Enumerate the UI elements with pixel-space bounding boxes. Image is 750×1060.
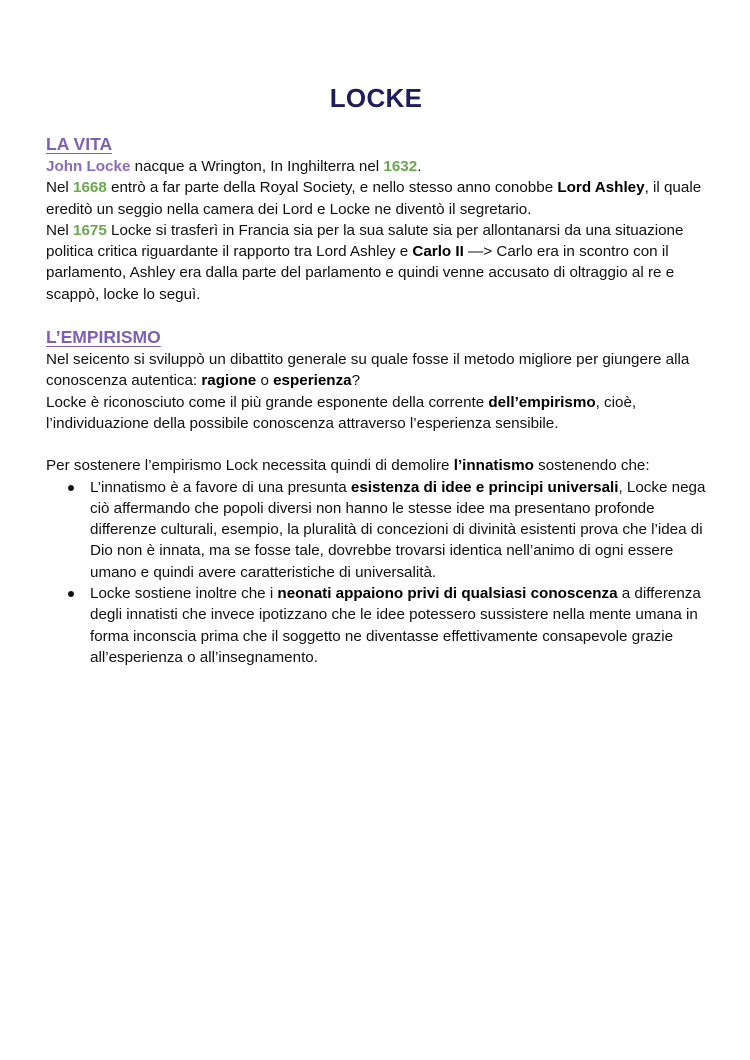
bullet-icon bbox=[68, 485, 74, 491]
bold-term: neonati appaiono privi di qualsiasi conoscenza bbox=[277, 585, 618, 603]
year-highlight: 1675 bbox=[73, 221, 107, 239]
year-highlight: 1668 bbox=[73, 179, 107, 197]
bold-term: esistenza di idee e principi universali bbox=[350, 478, 619, 496]
paragraph-spacer bbox=[46, 434, 706, 455]
paragraph-dibattito: Nel seicento si sviluppò un dibattito generale su quale fosse il metodo migliore per giungere alla conoscenza autentica: ragione o esperienza? bbox=[46, 351, 690, 390]
bold-term: Lord Ashley bbox=[557, 179, 645, 197]
bold-term: dell’empirismo bbox=[488, 393, 596, 411]
bold-term: ragione bbox=[201, 372, 257, 390]
bullet-list bbox=[46, 477, 706, 669]
document-page bbox=[46, 82, 706, 688]
bold-term: esperienza bbox=[273, 372, 352, 390]
person-name: John Locke bbox=[46, 158, 131, 175]
list-item: Locke sostiene inoltre che i neonati appaiono privi di qualsiasi conoscenza a differenza degli innatisti che invece ipotizzano che le idee potessero sussistere nella mente umana in forma inconscia prima che il soggetto ne diventasse effettivamente consapevole grazie all’esperienza o all’insegnamento. bbox=[90, 583, 706, 668]
bullet-icon bbox=[68, 591, 74, 597]
list-item: L’innatismo è a favore di una presunta esistenza di idee e principi universali, Locke nega ciò affermando che popoli diversi non hanno le stesse idee ma presentano profonde differenze culturali, esempio, la pluralità di concezioni di divinità esistenti prova che l’idea di Dio non è innata, ma se fosse tale, dovrebbe trovarsi identica nell’animo di ogni essere umano e quindi avere caratteristiche di universalità. bbox=[90, 477, 706, 583]
section-heading-empirismo: L’EMPIRISMO bbox=[46, 327, 161, 348]
paragraph-birth: John Locke nacque a Wrington, In Inghilterra nel 1632. bbox=[46, 158, 422, 175]
paragraph-royal-society: Nel 1668 entrò a far parte della Royal Society, e nello stesso anno conobbe Lord Ashley, il quale ereditò un seggio nella camera dei Lord e Locke ne diventò il segretario. bbox=[46, 179, 702, 218]
section-heading-vita: LA VITA bbox=[46, 134, 113, 154]
section-vita bbox=[46, 132, 706, 305]
paragraph-innatismo: Per sostenere l’empirismo Lock necessita quindi di demolire l’innatismo sostenendo che: bbox=[46, 457, 650, 475]
page-title: LOCKE bbox=[329, 83, 423, 113]
paragraph-francia: Nel 1675 Locke si trasferì in Francia sia per la sua salute sia per allontanarsi da una situazione politica critica riguardante il rapporto tra Lord Ashley e Carlo II —> Carlo era in scontro con il parlamento, Ashley era dalla parte del parlamento e quindi venne accusato di oltraggio al re e scappò, locke lo seguì. bbox=[46, 221, 684, 303]
bold-term: Carlo II bbox=[412, 243, 464, 261]
paragraph-esponente: Locke è riconosciuto come il più grande esponente della corrente dell’empirismo, cioè, l’individuazione della possibile conoscenza attraverso l’esperienza sensibile. bbox=[46, 393, 637, 432]
year-highlight: 1632 bbox=[383, 158, 418, 175]
bold-term: l’innatismo bbox=[453, 457, 534, 475]
section-empirismo bbox=[46, 325, 706, 668]
